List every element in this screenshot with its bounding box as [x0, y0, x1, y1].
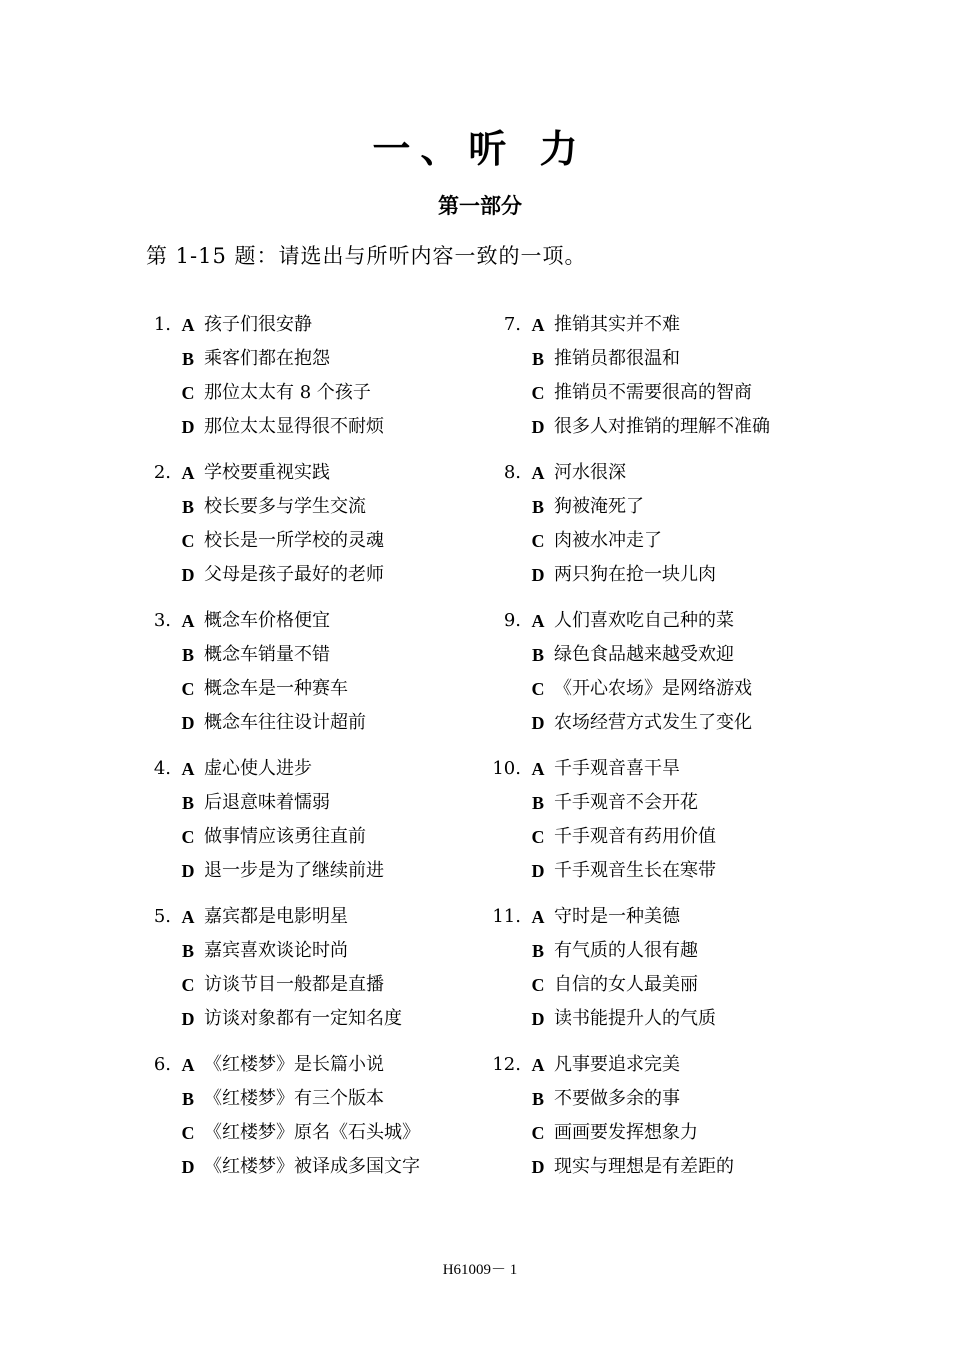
option-text: 千手观音不会开花	[554, 792, 698, 813]
option-a	[140, 900, 540, 934]
option-d	[490, 410, 890, 444]
option-d	[140, 854, 540, 888]
option-d	[490, 1002, 890, 1036]
option-text: 那位太太有 8 个孩子	[204, 382, 371, 403]
option-text: 概念车是一种赛车	[204, 678, 348, 699]
question-number: 2.	[153, 462, 171, 483]
question-1	[140, 308, 540, 444]
option-letter: A	[181, 463, 195, 483]
option-b	[490, 342, 890, 376]
question-number: 4.	[153, 758, 171, 779]
question-10	[490, 752, 890, 888]
option-letter: B	[531, 497, 544, 517]
option-letter: A	[181, 907, 195, 927]
option-c	[140, 672, 540, 706]
option-text: 概念车往往设计超前	[204, 712, 366, 733]
question-12	[490, 1048, 890, 1184]
option-letter: A	[531, 463, 545, 483]
question-number: 10.	[492, 758, 521, 779]
option-letter: D	[181, 713, 195, 733]
option-text: 学校要重视实践	[204, 462, 330, 483]
part-subtitle: 第一部分	[438, 193, 522, 218]
option-d	[140, 1002, 540, 1036]
option-c	[490, 524, 890, 558]
option-text: 很多人对推销的理解不准确	[554, 416, 770, 437]
option-c	[140, 376, 540, 410]
question-6	[140, 1048, 540, 1184]
option-a	[140, 752, 540, 786]
option-letter: B	[531, 349, 544, 369]
option-letter: B	[531, 793, 544, 813]
option-letter: C	[531, 827, 545, 847]
option-letter: B	[181, 941, 194, 961]
option-text: 读书能提升人的气质	[554, 1008, 716, 1029]
question-number: 8.	[503, 462, 521, 483]
option-c	[490, 820, 890, 854]
question-number: 12.	[492, 1054, 521, 1075]
option-d	[140, 558, 540, 592]
option-a	[140, 456, 540, 490]
option-letter: D	[531, 861, 545, 881]
option-b	[490, 1082, 890, 1116]
option-letter: B	[181, 793, 194, 813]
question-7	[490, 308, 890, 444]
option-text: 画画要发挥想象力	[554, 1122, 698, 1143]
option-c	[490, 376, 890, 410]
section-title: 一、听 力	[372, 126, 588, 171]
option-a	[490, 900, 890, 934]
option-text: 推销员不需要很高的智商	[554, 382, 752, 403]
option-b	[140, 786, 540, 820]
option-letter: C	[181, 975, 195, 995]
option-letter: D	[531, 1009, 545, 1029]
option-letter: C	[531, 383, 545, 403]
option-a	[490, 308, 890, 342]
option-letter: A	[181, 611, 195, 631]
option-letter: C	[531, 975, 545, 995]
option-letter: A	[531, 907, 545, 927]
option-letter: A	[181, 315, 195, 335]
option-d	[490, 854, 890, 888]
question-number: 1.	[153, 314, 171, 335]
option-letter: C	[181, 679, 195, 699]
option-letter: D	[181, 417, 195, 437]
option-letter: B	[531, 645, 544, 665]
option-letter: A	[531, 611, 545, 631]
option-d	[140, 1150, 540, 1184]
option-letter: C	[531, 531, 545, 551]
option-text: 《红楼梦》原名《石头城》	[204, 1122, 420, 1143]
option-c	[490, 672, 890, 706]
question-number: 11.	[492, 906, 521, 927]
option-text: 现实与理想是有差距的	[554, 1156, 734, 1177]
option-text: 肉被水冲走了	[554, 530, 662, 551]
option-text: 千手观音喜干旱	[554, 758, 680, 779]
option-a	[140, 604, 540, 638]
option-letter: C	[181, 1123, 195, 1143]
option-text: 那位太太显得很不耐烦	[204, 416, 384, 437]
option-text: 农场经营方式发生了变化	[554, 712, 752, 733]
option-letter: A	[531, 1055, 545, 1075]
option-text: 有气质的人很有趣	[554, 940, 698, 961]
option-b	[140, 934, 540, 968]
option-text: 绿色食品越来越受欢迎	[554, 644, 734, 665]
option-text: 概念车价格便宜	[204, 610, 330, 631]
option-letter: D	[181, 861, 195, 881]
option-a	[140, 1048, 540, 1082]
option-text: 校长要多与学生交流	[204, 496, 366, 517]
option-letter: C	[531, 679, 545, 699]
option-b	[140, 342, 540, 376]
option-letter: B	[181, 645, 194, 665]
option-c	[490, 968, 890, 1002]
option-text: 校长是一所学校的灵魂	[204, 530, 384, 551]
option-letter: D	[181, 1157, 195, 1177]
option-b	[140, 638, 540, 672]
option-text: 概念车销量不错	[204, 644, 330, 665]
question-5	[140, 900, 540, 1036]
option-c	[140, 820, 540, 854]
option-a	[490, 456, 890, 490]
option-letter: D	[531, 565, 545, 585]
option-letter: D	[181, 565, 195, 585]
option-text: 千手观音有药用价值	[554, 826, 716, 847]
option-letter: B	[181, 1089, 194, 1109]
option-d	[490, 1150, 890, 1184]
option-text: 自信的女人最美丽	[554, 974, 698, 995]
option-letter: A	[531, 759, 545, 779]
option-b	[490, 490, 890, 524]
option-text: 做事情应该勇往直前	[204, 826, 366, 847]
question-9	[490, 604, 890, 740]
option-b	[140, 490, 540, 524]
option-text: 后退意味着懦弱	[204, 792, 330, 813]
option-c	[140, 968, 540, 1002]
question-number: 9.	[503, 610, 521, 631]
question-number: 7.	[503, 314, 521, 335]
option-letter: C	[181, 383, 195, 403]
option-text: 孩子们很安静	[204, 314, 312, 335]
option-letter: B	[181, 497, 194, 517]
option-c	[140, 524, 540, 558]
question-2	[140, 456, 540, 592]
option-text: 千手观音生长在寒带	[554, 860, 716, 881]
option-letter: C	[181, 531, 195, 551]
option-text: 嘉宾都是电影明星	[204, 906, 348, 927]
option-text: 推销其实并不难	[554, 314, 680, 335]
question-4	[140, 752, 540, 888]
page-footer: H61009－ 1	[442, 1262, 518, 1278]
question-number: 3.	[153, 610, 171, 631]
option-d	[490, 558, 890, 592]
option-a	[490, 752, 890, 786]
option-text: 虚心使人进步	[204, 758, 312, 779]
option-a	[490, 604, 890, 638]
option-letter: B	[181, 349, 194, 369]
option-text: 《红楼梦》被译成多国文字	[204, 1156, 420, 1177]
option-text: 守时是一种美德	[554, 906, 680, 927]
option-b	[490, 934, 890, 968]
option-a	[490, 1048, 890, 1082]
question-number: 6.	[153, 1054, 171, 1075]
option-letter: D	[531, 1157, 545, 1177]
option-b	[140, 1082, 540, 1116]
option-text: 不要做多余的事	[554, 1088, 680, 1109]
option-text: 访谈节目一般都是直播	[204, 974, 384, 995]
option-b	[490, 638, 890, 672]
question-8	[490, 456, 890, 592]
option-text: 父母是孩子最好的老师	[204, 564, 384, 585]
question-11	[490, 900, 890, 1036]
option-c	[490, 1116, 890, 1150]
option-text: 乘客们都在抱怨	[204, 348, 330, 369]
option-c	[140, 1116, 540, 1150]
option-d	[140, 706, 540, 740]
option-letter: A	[181, 759, 195, 779]
option-letter: A	[181, 1055, 195, 1075]
option-text: 凡事要追求完美	[554, 1054, 680, 1075]
question-3	[140, 604, 540, 740]
option-text: 两只狗在抢一块儿肉	[554, 564, 716, 585]
option-letter: D	[531, 713, 545, 733]
option-b	[490, 786, 890, 820]
option-letter: A	[531, 315, 545, 335]
option-d	[490, 706, 890, 740]
option-text: 推销员都很温和	[554, 348, 680, 369]
option-letter: D	[531, 417, 545, 437]
option-text: 嘉宾喜欢谈论时尚	[204, 940, 348, 961]
option-text: 河水很深	[554, 462, 626, 483]
option-letter: D	[181, 1009, 195, 1029]
option-letter: C	[181, 827, 195, 847]
instruction-text: 第 1-15 题：请选出与所听内容一致的一项。	[146, 244, 587, 268]
option-text: 《开心农场》是网络游戏	[554, 678, 752, 699]
option-text: 狗被淹死了	[554, 496, 644, 517]
option-text: 《红楼梦》是长篇小说	[204, 1054, 384, 1075]
option-text: 《红楼梦》有三个版本	[204, 1088, 384, 1109]
option-a	[140, 308, 540, 342]
option-text: 人们喜欢吃自己种的菜	[554, 610, 734, 631]
option-text: 访谈对象都有一定知名度	[204, 1008, 402, 1029]
question-number: 5.	[153, 906, 171, 927]
option-d	[140, 410, 540, 444]
option-letter: C	[531, 1123, 545, 1143]
option-text: 退一步是为了继续前进	[204, 860, 384, 881]
option-letter: B	[531, 941, 544, 961]
option-letter: B	[531, 1089, 544, 1109]
